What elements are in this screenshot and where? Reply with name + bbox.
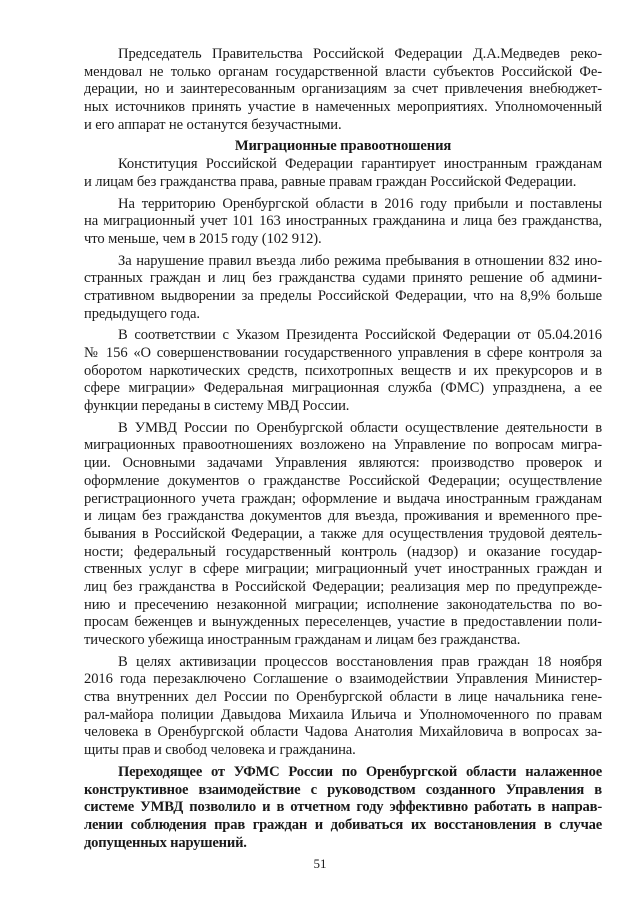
paragraph-migration-count <box>84 196 602 249</box>
text-line: № 156 «О совершенствовании государственного управления в сфере контроля за <box>84 345 602 361</box>
text-line: ции. Основными задачами Управления являются: производство проверок и <box>84 455 602 472</box>
text-line: В соответствии с Указом Президента Российской Федерации от 05.04.2016 <box>118 327 602 344</box>
text-line: и лицам без гражданства документов для въезда, проживания и временного пре- <box>84 508 602 525</box>
text-line: человека в Оренбургской области Чадова Анатолия Михайловича в вопросах за- <box>84 724 602 741</box>
text-line: ности; федеральный государственный контроль (надзор) и оказание государ- <box>84 543 602 560</box>
text-line: дерации, но и заинтересованным организациям за счет привлечения внебюджет- <box>84 81 602 98</box>
text-line: лении соблюдения прав граждан и добиваться их восстановления в случае <box>84 816 602 833</box>
text-line: ственных услуг в сфере миграции; миграционный учет иностранных граждан и <box>84 561 602 578</box>
text-line: щиты прав и свобод человека и гражданина. <box>84 742 356 759</box>
text-line: миграционных правоотношениях возложено на Управление по вопросам мигра- <box>84 437 602 454</box>
text-line: За нарушение правил въезда либо режима пребывания в отношении 832 ино- <box>118 252 602 269</box>
text-line: функции переданы в систему МВД России. <box>84 398 350 415</box>
text-line: просам беженцев и вынужденных переселенцев, участие в предоставлении поли- <box>84 614 602 631</box>
text-line: оформление документов о гражданстве Российской Федерации; осуществление <box>84 472 602 489</box>
paragraph-decree <box>84 327 602 415</box>
text-line: странных граждан и лиц без гражданства судами принято решение об админи- <box>84 270 602 287</box>
text-line: сфере миграции» Федеральная миграционная служба (ФМС) упразднена, а ее <box>84 380 602 397</box>
text-line: Переходящее от УФМС России по Оренбургской области налаженное <box>118 763 602 780</box>
text-line: и его аппарат не останутся безучастными. <box>84 116 342 133</box>
paragraph-agreement <box>84 654 602 760</box>
text-line: мендовал не только органам государственной власти субъектов Российской Фе- <box>84 63 602 80</box>
text-line: На территорию Оренбургской области в 2016 году прибыли и поставлены <box>118 195 602 212</box>
text-line: В УМВД России по Оренбургской области осуществление деятельности в <box>118 419 602 436</box>
paragraph-conclusion-bold <box>84 764 602 852</box>
text-line: В целях активизации процессов восстановления прав граждан 18 ноября <box>118 653 602 670</box>
paragraph-constitution <box>84 156 602 191</box>
text-line: системе УМВД позволило и в отчетном году эффективно работать в направ- <box>84 799 602 816</box>
paragraph-umvd-tasks <box>84 420 602 650</box>
text-line: тического убежища иностранным гражданам и лицам без гражданства. <box>84 632 521 648</box>
paragraph-intro <box>84 46 602 134</box>
text-line: стративном выдворении за пределы Российской Федерации, что на 8,9% больше <box>84 287 602 304</box>
text-line: лиц без гражданства в Российской Федерации; реализация мер по предупрежде- <box>84 578 602 595</box>
text-line: рал-майора полиции Давыдова Михаила Ильича и Уполномоченного по правам <box>84 706 602 723</box>
text-line: регистрационного учета граждан; оформление и выдача иностранным гражданам <box>84 490 602 507</box>
text-line: допущенных нарушений. <box>84 834 247 851</box>
text-line: ства внутренних дел России по Оренбургской области в лице начальника гене- <box>84 689 602 706</box>
text-line: предыдущего года. <box>84 305 200 322</box>
text-line: оборотом наркотических средств, психотропных веществ и их прекурсоров и в <box>84 362 602 379</box>
text-line: 2016 года перезаключено Соглашение о взаимодействии Управления Министер- <box>84 671 602 688</box>
text-line: нию и пресечению незаконной миграции; исполнение законодательства по во- <box>84 596 602 613</box>
text-line: конструктивное взаимодействие с руководством созданного Управления в <box>84 781 602 798</box>
text-line: и лицам без гражданства права, равные правам граждан Российской Федерации. <box>84 173 577 190</box>
text-line: на миграционный учет 101 163 иностранных гражданина и лица без гражданства, <box>84 213 602 230</box>
section-heading: Миграционные правоотношения <box>234 138 452 155</box>
text-line: ных источников принять участие в намеченных мероприятиях. Уполномоченный <box>84 99 602 116</box>
text-line: что меньше, чем в 2015 году (102 912). <box>84 230 322 247</box>
page-number: 51 <box>313 856 327 871</box>
paragraph-expulsion <box>84 253 602 324</box>
text-line: Конституция Российской Федерации гарантирует иностранным гражданам <box>118 156 602 173</box>
text-line: Председатель Правительства Российской Федерации Д.А.Медведев реко- <box>118 46 602 62</box>
text-line: бывания в Российской Федерации, а также для осуществления трудовой деятель- <box>84 525 602 542</box>
